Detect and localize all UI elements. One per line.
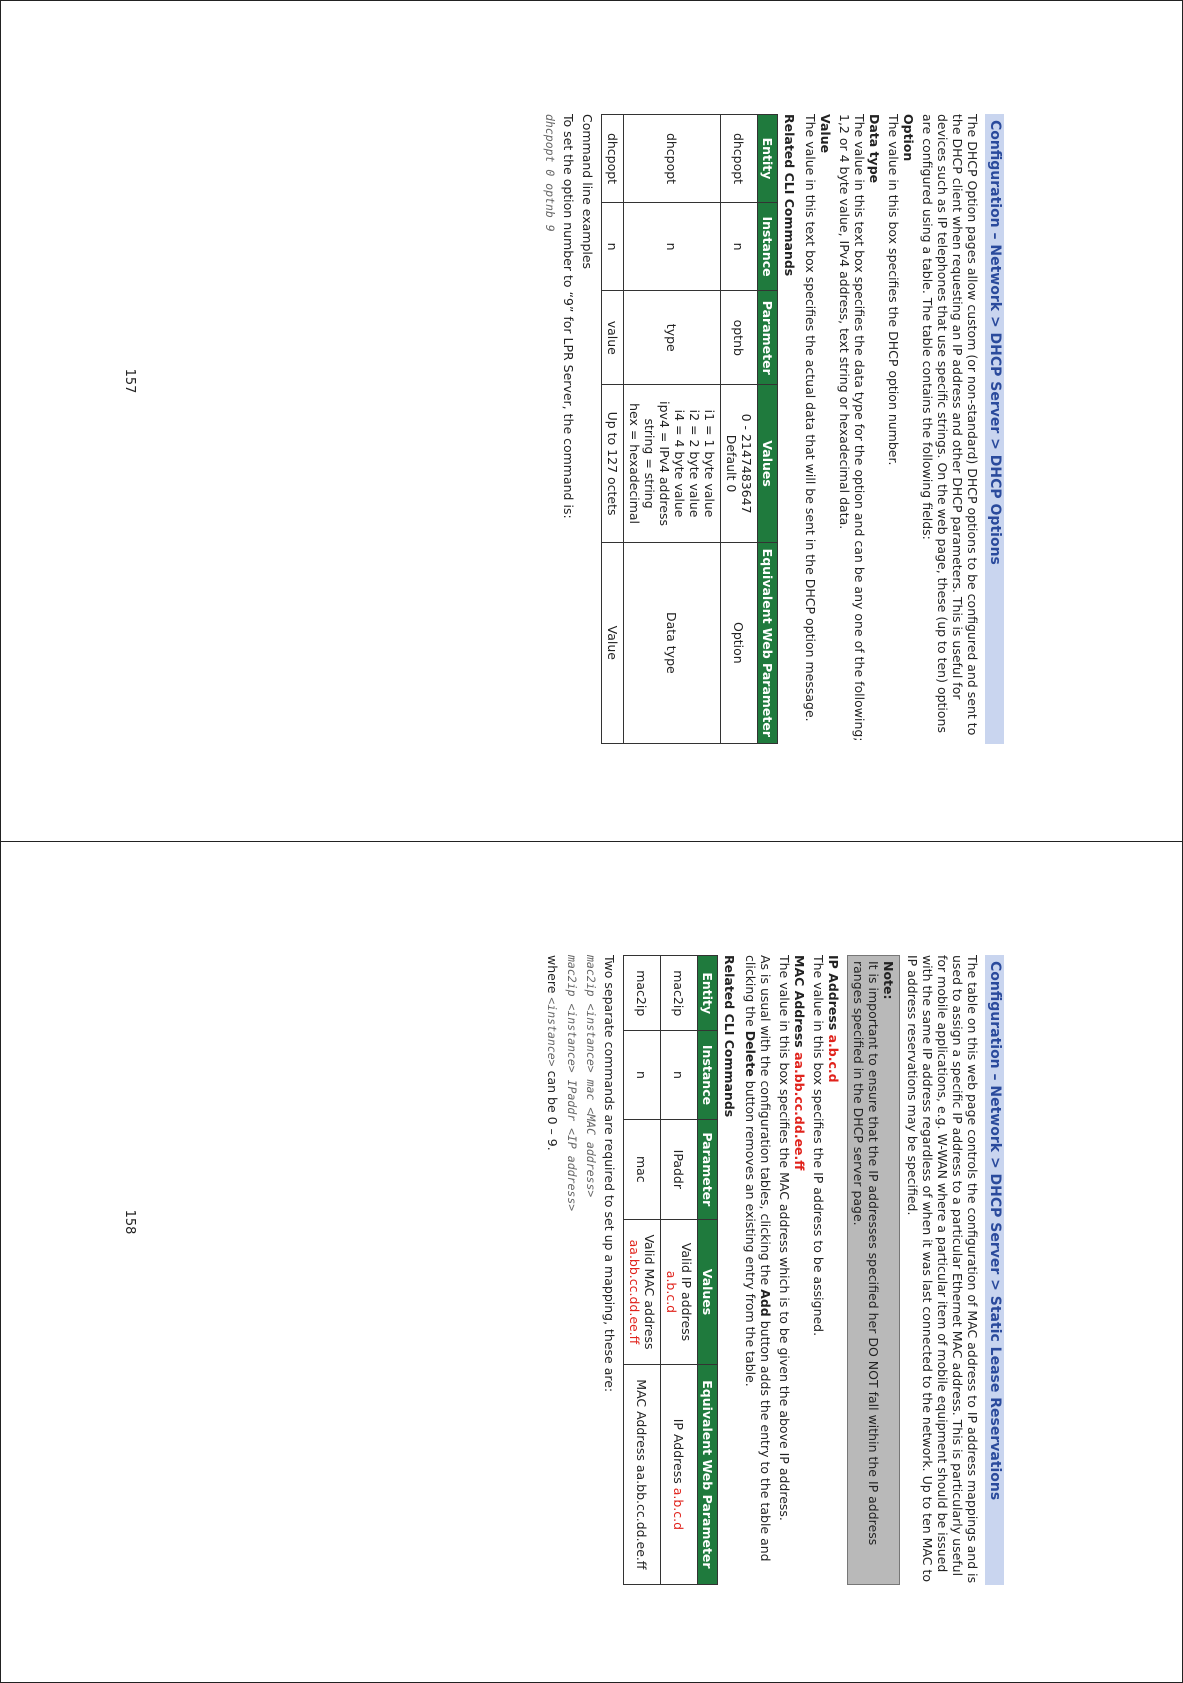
cli-table xyxy=(601,114,778,744)
table-header-row xyxy=(758,115,778,744)
example-text: To set the option number to “9” for LPR Server, the command is: xyxy=(561,114,576,519)
delete-keyword: Delete xyxy=(743,1030,758,1077)
cell-instance: n xyxy=(721,203,758,291)
value-line: Valid IP address xyxy=(679,1242,694,1342)
table-row xyxy=(624,956,661,1585)
cell-parameter: mac xyxy=(624,1119,661,1220)
cli-heading: Related CLI Commands xyxy=(722,955,737,1118)
cell-web xyxy=(661,1364,698,1584)
intro-paragraph: The table on this web page controls the configuration of MAC address to IP address mappings and is used to assign a specific IP address to a particular Ethernet MAC address. This is particularly useful for mobile applications, e.g. W-WAN where a particular item of mobile equipment should be issued with the same IP address regardless of when it was last connected to the network. Up to ten MAC to IP address reservations may be specified. xyxy=(905,955,980,1584)
cell-entity: dhcpopt xyxy=(602,115,624,203)
field-value-text: The value in this text box specifies the actual data that will be sent in the DHCP option message. xyxy=(803,114,818,722)
value-line: Valid MAC address xyxy=(642,1234,657,1350)
where-suffix: can be 0 – 9. xyxy=(545,1066,560,1151)
page-157-content xyxy=(538,114,1004,744)
mac-address-label: MAC Address xyxy=(792,955,807,1048)
command-mac: mac2ip <instance> mac <MAC address> xyxy=(584,955,598,1198)
note-label: Note: xyxy=(881,961,896,1000)
value-line: 0 - 2147483647 xyxy=(739,413,754,514)
cell-web: Data type xyxy=(624,542,721,743)
page-number: 158 xyxy=(122,1209,137,1235)
ip-address-label: IP Address xyxy=(826,955,841,1031)
ip-address-heading xyxy=(826,955,841,1585)
where-prefix: where xyxy=(545,955,560,998)
value-line: Default 0 xyxy=(724,434,739,493)
mac-address-value: aa.bb.cc.dd.ee.ff xyxy=(792,1052,807,1171)
intro-paragraph: The DHCP Option pages allow custom (or non-standard) DHCP options to be configured and sent to the DHCP client when requesting an IP address and other DHCP parameters. This is useful for devices such as IP telephones that use specific strings. On the web page, these (up to ten) options are configured using a table. The table contains the following fields: xyxy=(920,114,980,736)
field-option-label: Option xyxy=(901,114,916,162)
command-ipaddr: mac2ip <instance> IPaddr <IP address> xyxy=(565,955,579,1212)
col-instance: Instance xyxy=(758,203,778,291)
table-header-row xyxy=(698,956,718,1585)
cli-heading: Related CLI Commands xyxy=(782,114,797,277)
col-values: Values xyxy=(758,385,778,542)
field-data-type-text: The value in this text box specifies the data type for the option and can be any one of the following; 1,2 or 4 byte value, IPv4 address, text string or hexadecimal data. xyxy=(837,114,867,742)
cell-entity: dhcpopt xyxy=(721,115,758,203)
field-value-label: Value xyxy=(818,114,833,154)
page-number: 157 xyxy=(122,368,137,394)
col-web-parameter: Equivalent Web Parameter xyxy=(698,1364,718,1584)
col-instance: Instance xyxy=(698,1031,718,1119)
col-entity: Entity xyxy=(698,956,718,1031)
add-keyword: Add xyxy=(758,1289,773,1317)
table-row xyxy=(624,115,721,744)
cell-parameter: value xyxy=(602,291,624,385)
cell-values xyxy=(624,385,721,542)
value-line: ipv4 = IPv4 address xyxy=(657,401,672,526)
cell-instance: n xyxy=(661,1031,698,1119)
value-line: a.b.c.d xyxy=(664,1270,679,1314)
field-option-text: The value in this box specifies the DHCP option number. xyxy=(886,114,901,466)
note-text: It is important to ensure that the IP addresses specified her DO NOT fall within the IP address ranges specified in the DHCP server page. xyxy=(851,961,881,1546)
note-box xyxy=(847,955,900,1585)
page-157-heading: Configuration – Network > DHCP Server > DHCP Options xyxy=(985,114,1004,744)
cell-instance: n xyxy=(602,203,624,291)
cell-entity: mac2ip xyxy=(661,956,698,1031)
cell-values xyxy=(624,1220,661,1365)
page-158-sheet xyxy=(0,841,1183,1683)
col-web-parameter: Equivalent Web Parameter xyxy=(758,542,778,743)
cell-instance: n xyxy=(624,203,721,291)
page-157 xyxy=(3,1,1183,761)
cli-table xyxy=(623,955,718,1585)
col-parameter: Parameter xyxy=(758,291,778,385)
usage-text: button adds the entry to the table and clicking the xyxy=(743,955,773,1562)
cell-values xyxy=(602,385,624,542)
page-158-heading: Configuration – Network > DHCP Server > Static Lease Reservations xyxy=(985,955,1004,1585)
cell-entity: dhcpopt xyxy=(624,115,721,203)
mac-address-heading xyxy=(792,955,807,1585)
cell-entity: mac2ip xyxy=(624,956,661,1031)
table-row xyxy=(661,956,698,1585)
cell-web xyxy=(624,1364,661,1584)
page-158-content xyxy=(540,955,1004,1585)
usage-text: As is usual with the configuration tables, clicking the xyxy=(758,955,773,1290)
web-text: MAC Address aa.bb.cc.dd.ee.ff xyxy=(634,1379,650,1570)
commands-text: Two separate commands are required to set up a mapping, these are: xyxy=(602,955,617,1393)
cell-parameter: IPaddr xyxy=(661,1119,698,1220)
example-code: dhcpopt 0 optnb 9 xyxy=(543,114,557,232)
ip-address-value: a.b.c.d xyxy=(826,1034,841,1083)
value-line: i2 = 2 byte value xyxy=(687,409,702,518)
table-row xyxy=(721,115,758,744)
where-text xyxy=(544,955,560,1585)
value-line: Up to 127 octets xyxy=(605,411,620,516)
usage-text: button removes an existing entry from the table. xyxy=(743,1076,758,1387)
mac-address-text: The value in this box specifies the MAC address which is to be given the above IP address. xyxy=(777,955,792,1521)
examples-heading: Command line examples xyxy=(580,114,595,270)
value-line: i1 = 1 byte value xyxy=(702,409,717,518)
cell-web: Value xyxy=(602,542,624,743)
col-values: Values xyxy=(698,1220,718,1365)
col-parameter: Parameter xyxy=(698,1119,718,1220)
value-line: string = string xyxy=(642,418,657,509)
usage-paragraph xyxy=(743,955,773,1585)
cell-web: Option xyxy=(721,542,758,743)
web-value: a.b.c.d xyxy=(671,1487,687,1531)
value-line: i4 = 4 byte value xyxy=(672,409,687,518)
cell-parameter: type xyxy=(624,291,721,385)
field-data-type-label: Data type xyxy=(867,114,882,184)
instance-code: <instance> xyxy=(545,997,559,1067)
cell-parameter: optnb xyxy=(721,291,758,385)
ip-address-text: The value in this box specifies the IP address to be assigned. xyxy=(811,955,826,1337)
web-text: IP Address xyxy=(671,1418,687,1488)
cell-instance: n xyxy=(624,1031,661,1119)
table-row xyxy=(602,115,624,744)
page-158 xyxy=(3,842,1183,1602)
cell-values xyxy=(661,1220,698,1365)
col-entity: Entity xyxy=(758,115,778,203)
value-line: hex = hexadecimal xyxy=(627,403,642,525)
cell-values xyxy=(721,385,758,542)
value-line: aa.bb.cc.dd.ee.ff xyxy=(627,1239,642,1345)
